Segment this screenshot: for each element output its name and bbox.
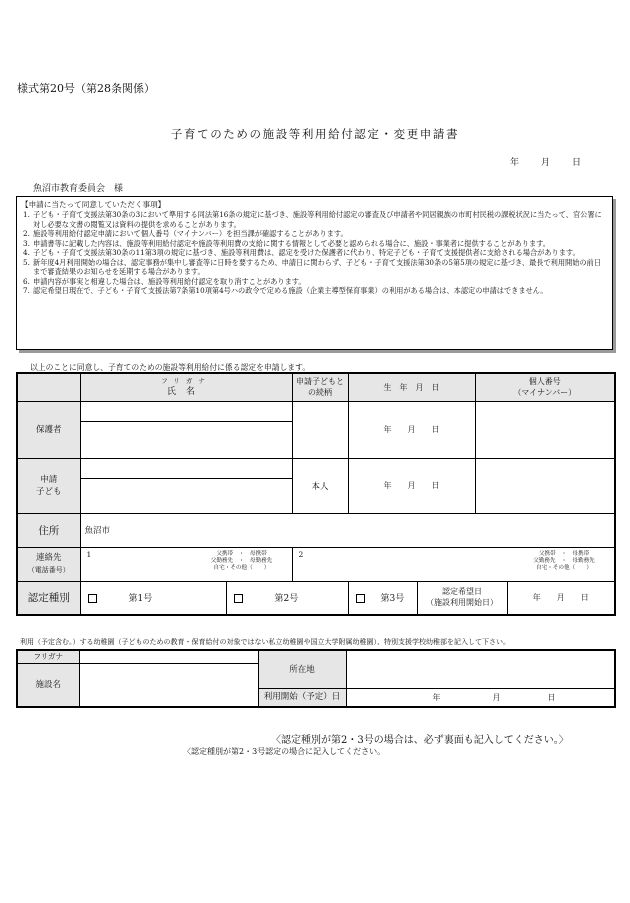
start-date-field[interactable] xyxy=(346,689,615,707)
phone-type-line2: 父勤務先 ・ 母勤務先 xyxy=(533,557,595,564)
checkbox-cert-1[interactable] xyxy=(88,594,97,603)
contact-label xyxy=(17,547,80,581)
notice-item xyxy=(23,277,608,287)
guardian-label: 保護者 xyxy=(17,401,80,458)
notice-item-number: 2. xyxy=(23,229,30,238)
kindergarten-table xyxy=(16,649,616,708)
notice-item xyxy=(23,239,608,249)
child-furigana-line[interactable] xyxy=(81,459,292,479)
mynumber-header xyxy=(475,373,615,401)
contact-2-number: 2 xyxy=(298,549,304,559)
cert-type-3-label: 第3号 xyxy=(380,594,405,604)
child-label-line1: 申請 xyxy=(40,474,58,485)
notice-item xyxy=(23,210,608,229)
child-mynumber-field[interactable] xyxy=(475,458,615,513)
cert-type-2-label: 第2号 xyxy=(274,594,299,604)
header-blank xyxy=(17,373,80,401)
mynumber-header-sub: （マイナンバー） xyxy=(513,388,577,398)
notice-list xyxy=(23,210,608,296)
consent-notice-box xyxy=(16,196,613,350)
consent-statement: 以上のことに同意し、子育てのための施設等利用給付に係る認定を申請します。 xyxy=(30,363,311,372)
notice-item-number: 3. xyxy=(23,238,30,248)
document-title: 子育てのための施設等利用給付認定・変更申請書 xyxy=(170,127,460,141)
kinder-furigana-field[interactable] xyxy=(79,650,258,664)
contact-1-field[interactable] xyxy=(80,547,292,581)
address-field[interactable]: 魚沼市 xyxy=(80,513,615,547)
cert-type-1-option[interactable] xyxy=(80,581,226,615)
notice-item-text: 認定希望日現在で、子ども・子育て支援法第7条第10項第4号ハの政令で定める施設（企業主導型保育事業）の利用がある場合は、本認定の申請はできません。 xyxy=(33,286,548,295)
notice-item-text: 申請内容が事実と相違した場合は、施設等利用給付認定を取り消すことがあります。 xyxy=(33,276,306,286)
kindergarten-note: 利用（予定含む。）する幼稚園（子どものための教育・保育給付の対象ではない私立幼稚園や国立大学附属幼稚園）、特別支援学校幼稚部を記入して下さい。 xyxy=(20,638,510,646)
cert-type-2-option[interactable] xyxy=(226,581,348,615)
phone-type-line1: 父携帯 ・ 母携帯 xyxy=(216,550,267,557)
contact-2-field[interactable] xyxy=(292,547,615,581)
address-label: 住所 xyxy=(17,513,80,547)
child-birthdate-field[interactable]: 年 月 日 xyxy=(348,458,475,513)
location-label: 所在地 xyxy=(258,650,346,689)
birthdate-header: 生 年 月 日 xyxy=(348,373,475,401)
cert-type-label: 認定種別 xyxy=(17,581,80,615)
relation-header: 申請子どもとの続柄 xyxy=(292,373,348,401)
start-date-label: 利用開始（予定）日 xyxy=(258,689,346,707)
contact-1-type-options[interactable] xyxy=(192,548,292,581)
date-year: 年 xyxy=(510,158,520,168)
desired-date-label xyxy=(418,582,508,614)
start-date-year: 年 xyxy=(432,693,441,702)
notice-item xyxy=(23,286,608,296)
name-header-label: 氏名 xyxy=(167,387,206,398)
cert-type-1-label: 第1号 xyxy=(128,594,153,604)
desired-date-label-line1: 認定希望日 xyxy=(442,586,483,596)
notice-item-number: 7. xyxy=(23,286,30,295)
checkbox-cert-2[interactable] xyxy=(234,594,243,603)
contact-1-number: 1 xyxy=(86,549,92,559)
notice-item-number: 4. xyxy=(23,248,30,257)
guardian-name-field[interactable] xyxy=(80,401,292,458)
notice-item-text: 施設等利用給付認定申請において個人番号（マイナンバー）を担当課が確認することがあります。 xyxy=(33,229,348,238)
guardian-birthdate-field[interactable]: 年 月 日 xyxy=(348,401,475,458)
facility-name-label: 施設名 xyxy=(17,664,79,707)
child-label-line2: 子ども xyxy=(35,486,62,497)
contact-2-type-options[interactable] xyxy=(514,548,614,581)
back-side-note: 〈認定種別が第2・3号の場合は、必ず裏面も記入してください。〉 xyxy=(271,735,569,746)
contact-label-line1: 連絡先 xyxy=(35,553,62,563)
child-label xyxy=(17,458,80,513)
phone-type-line3: 自宅・その他（ ） xyxy=(536,564,592,571)
notice-item-text: 新年度4月利用開始の場合は、認定事務が集中し審査等に日時を要するため、申請日に関わらず、子ども・子育て支援法第30条の5第5項の規定に基づき、最長で利用開始の前日まで審査結果のお知らせを延期する場合があります。 xyxy=(33,257,601,276)
facility-name-field[interactable] xyxy=(79,664,258,707)
notice-item-number: 1. xyxy=(23,210,30,219)
notice-item-number: 6. xyxy=(23,276,30,286)
furigana-header: フリガナ xyxy=(161,377,211,386)
checkbox-cert-3[interactable] xyxy=(356,594,365,603)
date-day: 日 xyxy=(572,158,582,168)
notice-item-text: 子ども・子育て支援法第30条の11第3項の規定に基づき、施設等利用費は、認定を受けた保護者に代わり、特定子ども・子育て支援提供者に支給される場合があります。 xyxy=(33,248,580,257)
phone-type-line1: 父携帯 ・ 母携帯 xyxy=(538,550,590,557)
notice-title: 【申請に当たって同意していただく事項】 xyxy=(21,200,166,209)
guardian-mynumber-field[interactable] xyxy=(475,401,615,458)
notice-item-text: 申請書等に記載した内容は、施設等利用給付認定や施設等利用費の支給に関する情報として必要と認められる場合に、施設・事業者に提供することがあります。 xyxy=(33,238,550,248)
notice-item-text: 子ども・子育て支援法第30条の3において準用する同法第16条の規定に基づき、施設等利用給付認定の審査及び申請者や同居親族の市町村民税の課税状況に当たって、官公署に対し必要な文書の閲覧又は資料の提供を求めることがあります。 xyxy=(33,210,602,229)
notice-item xyxy=(23,258,608,277)
child-name-field[interactable] xyxy=(80,458,292,513)
name-header xyxy=(80,373,292,401)
kinder-furigana-label: フリガナ xyxy=(17,650,79,664)
cert-type-3-option[interactable] xyxy=(348,581,417,615)
location-field[interactable] xyxy=(346,650,615,689)
mynumber-header-label: 個人番号 xyxy=(528,377,561,387)
date-month: 月 xyxy=(541,158,551,168)
notice-item-number: 5. xyxy=(23,257,30,267)
start-date-month: 月 xyxy=(492,693,501,702)
start-date-day: 日 xyxy=(547,693,556,702)
desired-date-field[interactable]: 年 月 日 xyxy=(532,593,589,602)
cert-type-note: 〈認定種別が第2・3号認定の場合に記入してください。 xyxy=(183,747,386,756)
child-relation-value: 本人 xyxy=(292,458,348,513)
phone-type-line2: 父勤務先 ・ 母勤務先 xyxy=(210,557,273,564)
recipient: 魚沼市教育委員会 様 xyxy=(33,184,124,194)
guardian-relation-field[interactable] xyxy=(292,401,348,458)
contact-label-line2: （電話番号） xyxy=(27,566,70,574)
phone-type-line3: 自宅・その他（ ） xyxy=(213,564,270,571)
applicant-table xyxy=(16,372,616,616)
guardian-furigana-line[interactable] xyxy=(81,402,292,422)
desired-date-label-line2: （施設利用開始日） xyxy=(426,597,499,607)
notice-item xyxy=(23,229,608,239)
notice-item xyxy=(23,248,608,258)
desired-date-row xyxy=(417,581,615,615)
form-number: 様式第20号（第28条関係） xyxy=(17,82,155,95)
